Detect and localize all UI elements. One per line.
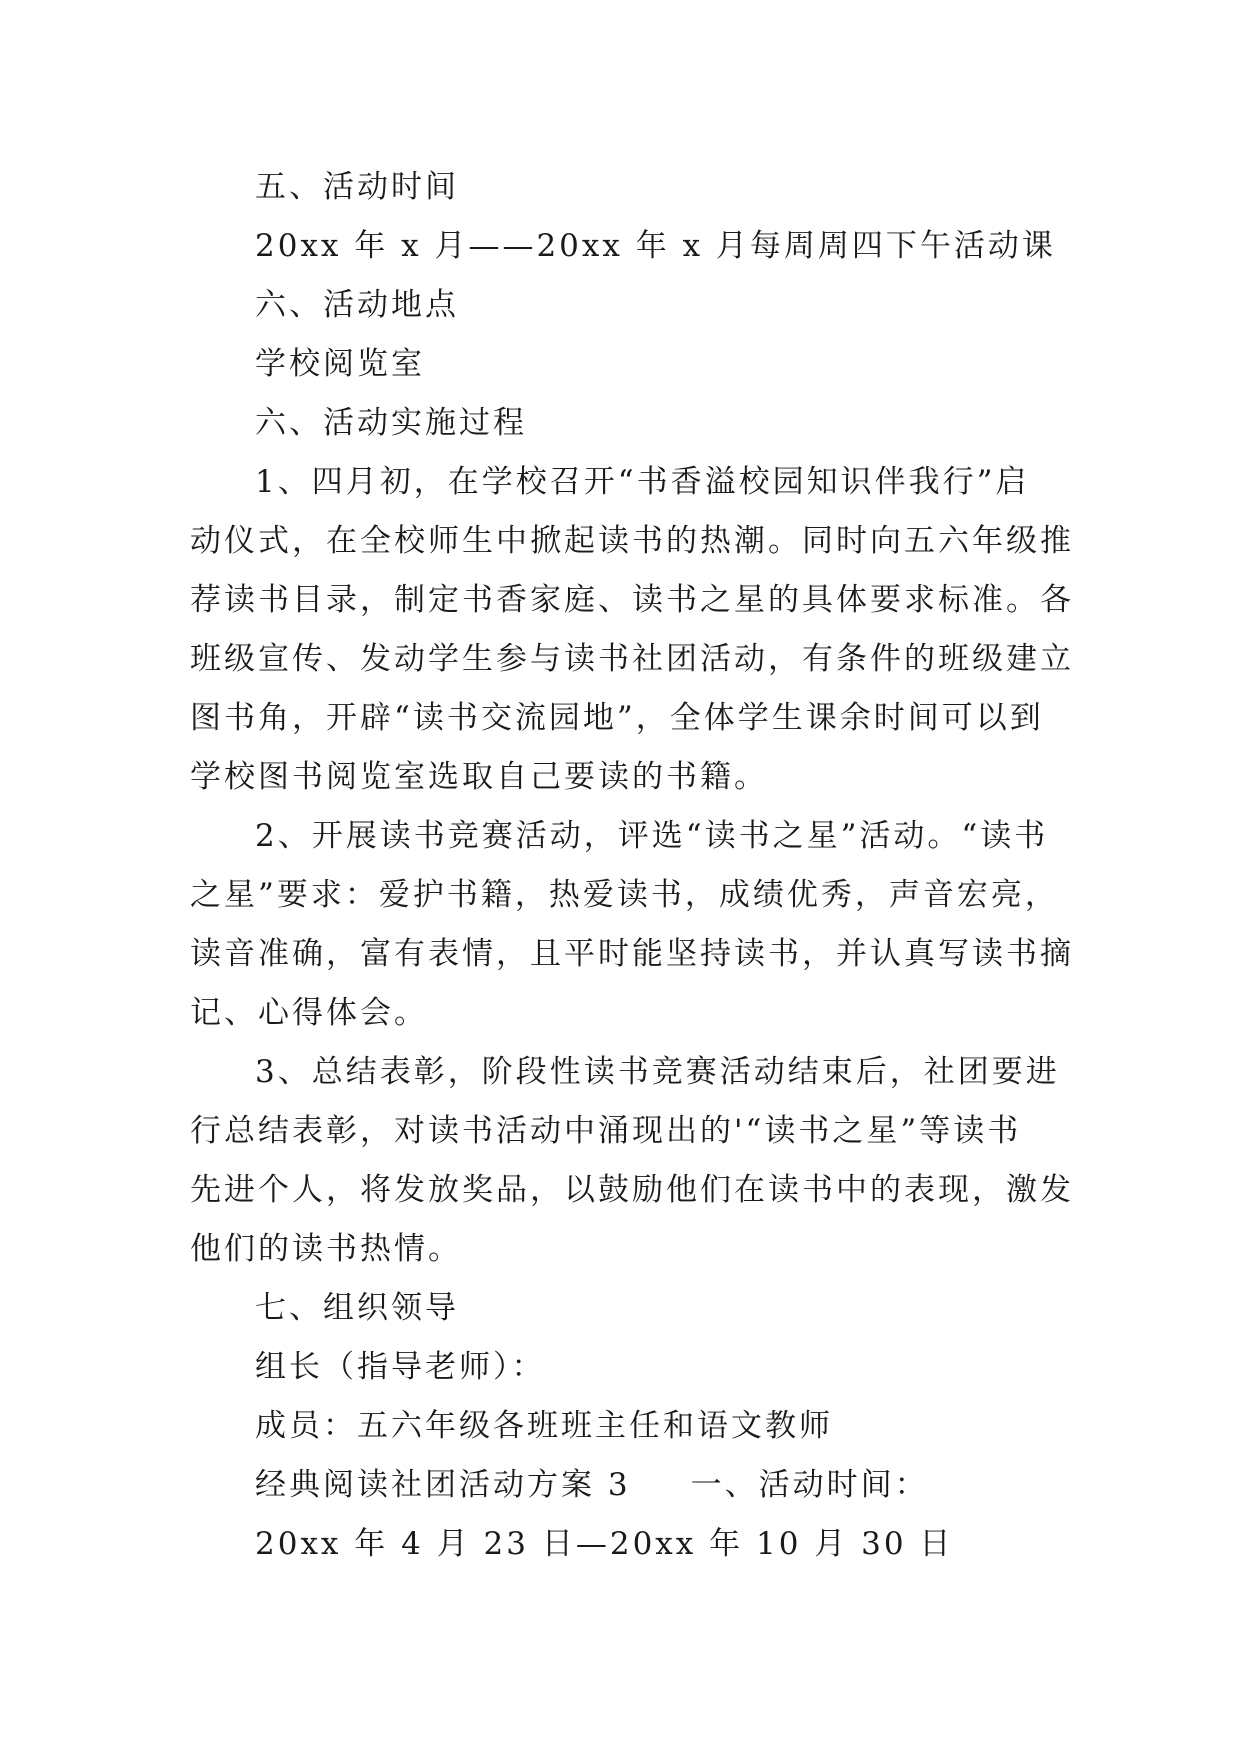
item-2-line: 2、开展读书竞赛活动，评选“读书之星”活动。“读书 <box>255 818 1049 854</box>
process-item-1 <box>190 453 1074 807</box>
item-1-line: 动仪式，在全校师生中掀起读书的热潮。同时向五六年级推 <box>190 523 1074 559</box>
section-7-members: 成员：五六年级各班班主任和语文教师 <box>255 1408 833 1444</box>
section-5-title: 五、活动时间 <box>255 169 459 205</box>
plan-3-heading-line <box>190 1456 1050 1515</box>
section-7-title: 七、组织领导 <box>255 1290 459 1326</box>
item-1-line: 荐读书目录，制定书香家庭、读书之星的具体要求标准。各 <box>190 582 1074 618</box>
process-item-3 <box>190 1043 1074 1279</box>
item-3-line: 先进个人，将发放奖品，以鼓励他们在读书中的表现，激发 <box>190 1172 1074 1208</box>
item-2-line: 读音准确，富有表情，且平时能坚持读书，并认真写读书摘 <box>190 936 1074 972</box>
item-2-line: 记、心得体会。 <box>190 995 428 1031</box>
item-1-line: 班级宣传、发动学生参与读书社团活动，有条件的班级建立 <box>190 641 1074 677</box>
process-item-2 <box>190 807 1074 1043</box>
plan-3-date: 20xx 年 4 月 23 日—20xx 年 10 月 30 日 <box>255 1526 954 1562</box>
section-5-body: 20xx 年 x 月——20xx 年 x 月每周周四下午活动课 <box>255 228 1056 264</box>
section-6-location-title: 六、活动地点 <box>255 287 459 323</box>
document-page <box>190 158 1074 1574</box>
item-3-line: 3、总结表彰，阶段性读书竞赛活动结束后，社团要进 <box>255 1054 1060 1090</box>
item-1-line: 学校图书阅览室选取自己要读的书籍。 <box>190 759 768 795</box>
item-2-line: 之星”要求：爱护书籍，热爱读书，成绩优秀，声音宏亮， <box>190 877 1059 913</box>
section-6-process-title: 六、活动实施过程 <box>255 405 527 441</box>
item-1-line: 图书角，开辟“读书交流园地”，全体学生课余时间可以到 <box>190 700 1044 736</box>
section-6-location-body: 学校阅览室 <box>255 346 425 382</box>
section-7-leader: 组长（指导老师）： <box>255 1349 546 1385</box>
item-3-line: 行总结表彰，对读书活动中涌现出的'“读书之星”等读书 <box>190 1113 1022 1149</box>
item-3-line: 他们的读书热情。 <box>190 1231 462 1267</box>
plan-3-title: 经典阅读社团活动方案 3 <box>255 1467 631 1503</box>
plan-3-section-1-title: 一、活动时间： <box>690 1467 929 1503</box>
item-1-line: 1、四月初，在学校召开“书香溢校园知识伴我行”启 <box>255 464 1030 500</box>
